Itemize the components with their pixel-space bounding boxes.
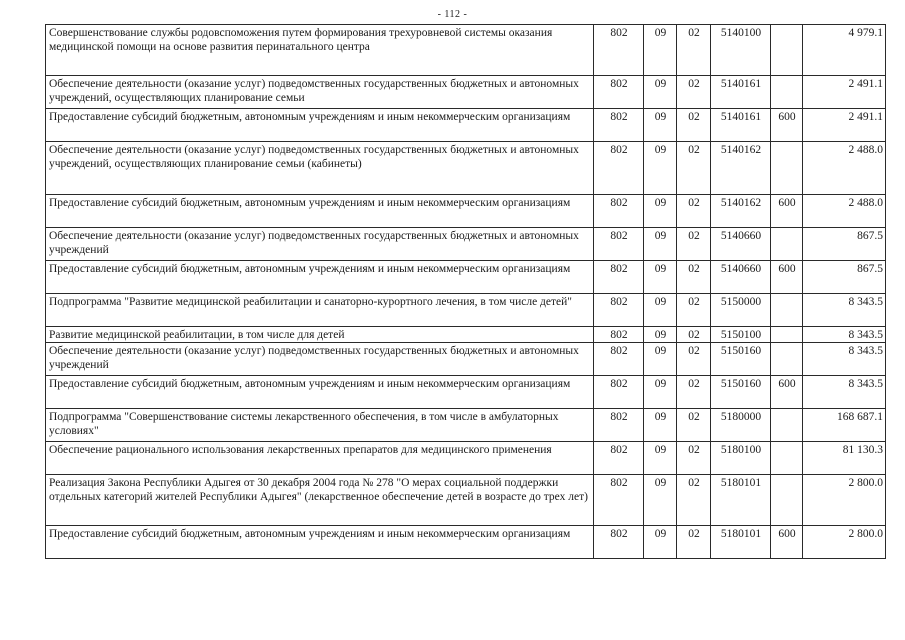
table-row: [46, 376, 886, 409]
rz-cell: 09: [644, 526, 677, 559]
sum-cell: 2 800.0: [803, 526, 886, 559]
vr-cell: [771, 442, 803, 475]
rz-cell: 09: [644, 327, 677, 343]
csr-cell: 5140100: [711, 25, 771, 76]
pr-cell: 02: [677, 526, 711, 559]
vr-cell: 600: [771, 261, 803, 294]
pr-cell: 02: [677, 343, 711, 376]
pr-cell: 02: [677, 142, 711, 195]
row-name-cell: Обеспечение рационального использования лекарственных препаратов для медицинского применения: [46, 442, 594, 475]
budget-table: [45, 24, 886, 559]
sum-cell: 2 491.1: [803, 109, 886, 142]
row-name-cell: Обеспечение деятельности (оказание услуг) подведомственных государственных бюджетных и автономных учреждений: [46, 228, 594, 261]
row-name-cell: Совершенствование службы родовспоможения путем формирования трехуровневой системы оказания медицинской помощи на основе развития перинатального центра: [46, 25, 594, 76]
csr-cell: 5150000: [711, 294, 771, 327]
sum-cell: 2 488.0: [803, 142, 886, 195]
budget-table-body: [46, 25, 886, 559]
sum-cell: 8 343.5: [803, 294, 886, 327]
vr-cell: [771, 228, 803, 261]
vr-cell: 600: [771, 376, 803, 409]
csr-cell: 5150160: [711, 376, 771, 409]
table-row: [46, 195, 886, 228]
row-name-cell: Подпрограмма "Совершенствование системы лекарственного обеспечения, в том числе в амбулаторных условиях": [46, 409, 594, 442]
sum-cell: 81 130.3: [803, 442, 886, 475]
sum-cell: 8 343.5: [803, 327, 886, 343]
rz-cell: 09: [644, 25, 677, 76]
ved-cell: 802: [594, 109, 644, 142]
ved-cell: 802: [594, 142, 644, 195]
csr-cell: 5140660: [711, 261, 771, 294]
csr-cell: 5150100: [711, 327, 771, 343]
pr-cell: 02: [677, 109, 711, 142]
pr-cell: 02: [677, 228, 711, 261]
row-name-cell: Предоставление субсидий бюджетным, автономным учреждениям и иным некоммерческим организациям: [46, 376, 594, 409]
table-row: [46, 261, 886, 294]
rz-cell: 09: [644, 76, 677, 109]
vr-cell: [771, 475, 803, 526]
table-row: [46, 228, 886, 261]
table-row: [46, 343, 886, 376]
vr-cell: [771, 142, 803, 195]
ved-cell: 802: [594, 76, 644, 109]
pr-cell: 02: [677, 376, 711, 409]
table-row: [46, 142, 886, 195]
pr-cell: 02: [677, 409, 711, 442]
table-row: [46, 327, 886, 343]
rz-cell: 09: [644, 228, 677, 261]
row-name-cell: Развитие медицинской реабилитации, в том числе для детей: [46, 327, 594, 343]
csr-cell: 5180101: [711, 526, 771, 559]
table-row: [46, 409, 886, 442]
csr-cell: 5140162: [711, 195, 771, 228]
vr-cell: [771, 25, 803, 76]
rz-cell: 09: [644, 442, 677, 475]
rz-cell: 09: [644, 195, 677, 228]
sum-cell: 2 800.0: [803, 475, 886, 526]
sum-cell: 8 343.5: [803, 343, 886, 376]
table-row: [46, 442, 886, 475]
ved-cell: 802: [594, 261, 644, 294]
ved-cell: 802: [594, 343, 644, 376]
ved-cell: 802: [594, 376, 644, 409]
pr-cell: 02: [677, 195, 711, 228]
csr-cell: 5180101: [711, 475, 771, 526]
csr-cell: 5140162: [711, 142, 771, 195]
row-name-cell: Предоставление субсидий бюджетным, автономным учреждениям и иным некоммерческим организациям: [46, 261, 594, 294]
sum-cell: 168 687.1: [803, 409, 886, 442]
vr-cell: [771, 343, 803, 376]
pr-cell: 02: [677, 25, 711, 76]
ved-cell: 802: [594, 442, 644, 475]
csr-cell: 5150160: [711, 343, 771, 376]
vr-cell: 600: [771, 109, 803, 142]
pr-cell: 02: [677, 76, 711, 109]
pr-cell: 02: [677, 294, 711, 327]
pr-cell: 02: [677, 442, 711, 475]
csr-cell: 5180000: [711, 409, 771, 442]
csr-cell: 5140161: [711, 76, 771, 109]
rz-cell: 09: [644, 142, 677, 195]
sum-cell: 867.5: [803, 228, 886, 261]
vr-cell: [771, 409, 803, 442]
csr-cell: 5180100: [711, 442, 771, 475]
sum-cell: 2 491.1: [803, 76, 886, 109]
rz-cell: 09: [644, 376, 677, 409]
rz-cell: 09: [644, 294, 677, 327]
row-name-cell: Предоставление субсидий бюджетным, автономным учреждениям и иным некоммерческим организациям: [46, 526, 594, 559]
sum-cell: 2 488.0: [803, 195, 886, 228]
ved-cell: 802: [594, 228, 644, 261]
row-name-cell: Реализация Закона Республики Адыгея от 30 декабря 2004 года № 278 "О мерах социальной поддержки отдельных категорий жителей Республики Адыгея" (лекарственное обеспечение детей в возрасте до трех лет): [46, 475, 594, 526]
ved-cell: 802: [594, 25, 644, 76]
ved-cell: 802: [594, 195, 644, 228]
sum-cell: 4 979.1: [803, 25, 886, 76]
rz-cell: 09: [644, 343, 677, 376]
vr-cell: [771, 76, 803, 109]
vr-cell: [771, 294, 803, 327]
ved-cell: 802: [594, 327, 644, 343]
rz-cell: 09: [644, 409, 677, 442]
pr-cell: 02: [677, 327, 711, 343]
ved-cell: 802: [594, 294, 644, 327]
row-name-cell: Предоставление субсидий бюджетным, автономным учреждениям и иным некоммерческим организациям: [46, 195, 594, 228]
table-row: [46, 109, 886, 142]
row-name-cell: Обеспечение деятельности (оказание услуг) подведомственных государственных бюджетных и автономных учреждений: [46, 343, 594, 376]
ved-cell: 802: [594, 409, 644, 442]
rz-cell: 09: [644, 475, 677, 526]
csr-cell: 5140660: [711, 228, 771, 261]
vr-cell: 600: [771, 195, 803, 228]
vr-cell: [771, 327, 803, 343]
table-row: [46, 76, 886, 109]
ved-cell: 802: [594, 526, 644, 559]
table-row: [46, 475, 886, 526]
pr-cell: 02: [677, 475, 711, 526]
row-name-cell: Обеспечение деятельности (оказание услуг) подведомственных государственных бюджетных и автономных учреждений, осуществляющих планирование семьи (кабинеты): [46, 142, 594, 195]
page-number: - 112 -: [437, 9, 468, 20]
table-row: [46, 294, 886, 327]
sum-cell: 8 343.5: [803, 376, 886, 409]
sum-cell: 867.5: [803, 261, 886, 294]
table-row: [46, 526, 886, 559]
pr-cell: 02: [677, 261, 711, 294]
ved-cell: 802: [594, 475, 644, 526]
table-row: [46, 25, 886, 76]
rz-cell: 09: [644, 109, 677, 142]
row-name-cell: Подпрограмма "Развитие медицинской реабилитации и санаторно-курортного лечения, в том числе детей": [46, 294, 594, 327]
rz-cell: 09: [644, 261, 677, 294]
vr-cell: 600: [771, 526, 803, 559]
csr-cell: 5140161: [711, 109, 771, 142]
row-name-cell: Предоставление субсидий бюджетным, автономным учреждениям и иным некоммерческим организациям: [46, 109, 594, 142]
row-name-cell: Обеспечение деятельности (оказание услуг) подведомственных государственных бюджетных и автономных учреждений, осуществляющих планирование семьи: [46, 76, 594, 109]
